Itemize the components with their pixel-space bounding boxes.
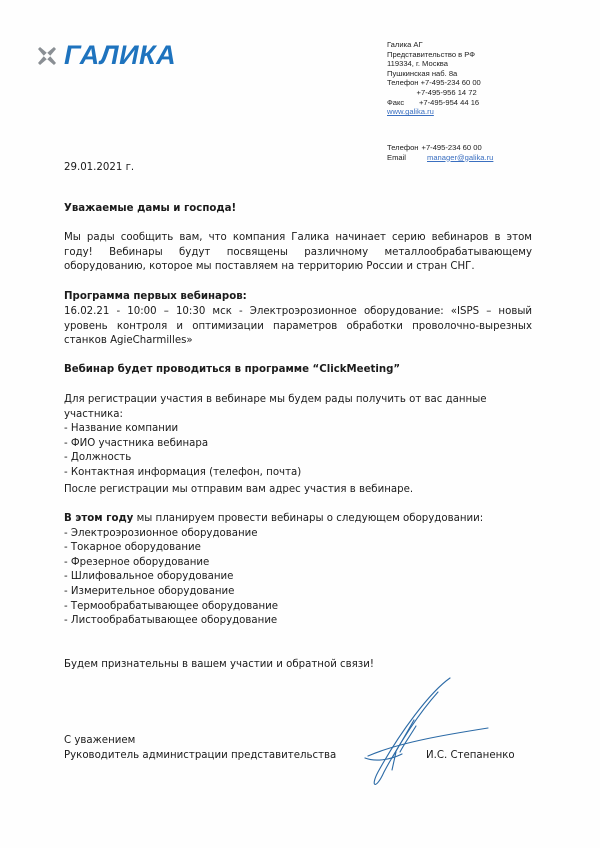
after-registration: После регистрации мы отправим вам адрес участия в вебинаре. (64, 484, 414, 495)
equipment-item: - Фрезерное оборудование (64, 556, 210, 568)
address-line: Пушкинская наб. 8а (387, 68, 458, 78)
equipment-item: - Токарное оборудование (64, 542, 201, 554)
company-address (387, 40, 481, 117)
address-line: Представительство в РФ (387, 49, 476, 59)
registration-field: - ФИО участника вебинара (64, 437, 209, 449)
plans-section (64, 512, 532, 629)
company-logo (36, 42, 176, 69)
cross-logo-icon (36, 45, 58, 67)
equipment-item: - Измерительное оборудование (64, 585, 235, 597)
plans-rest: мы планируем провести вебинары о следующем оборудовании: (133, 513, 484, 524)
plans-bold: В этом году (64, 513, 134, 524)
address-line: 119334, г. Москва (387, 59, 448, 69)
logo-text: ГАЛИКА (64, 40, 177, 70)
closing-line: Будем признательны в вашем участии и обратной связи! (64, 659, 374, 670)
intro-paragraph: Мы рады сообщить вам, что компания Галика начинает серию вебинаров в этом году! Вебинары будут посвящены различному металлообрабатывающему оборудованию, которое мы поставляем на территорию России и стран СНГ. (64, 232, 532, 273)
website-link[interactable]: www.galika.ru (387, 107, 434, 117)
regards: С уважением (64, 735, 136, 746)
phone-value: +7-495-234 60 00 (421, 143, 482, 152)
contact-block (387, 143, 493, 162)
equipment-item: - Листообрабатывающее оборудование (64, 615, 278, 627)
address-line: +7-495-956 14 72 (387, 87, 477, 97)
equipment-item: - Электроэрозионное оборудование (64, 527, 258, 539)
email-label: Email (387, 152, 406, 162)
platform-note: Вебинар будет проводиться в программе “ClickMeeting” (64, 364, 401, 375)
greeting: Уважаемые дамы и господа! (64, 203, 237, 214)
registration-field: - Должность (64, 452, 132, 464)
equipment-item: - Термообрабатывающее оборудование (64, 600, 279, 612)
address-line: Галика АГ (387, 40, 423, 49)
email-link[interactable]: manager@galika.ru (427, 152, 494, 162)
equipment-item: - Шлифовальное оборудование (64, 571, 234, 583)
registration-field: - Название компании (64, 423, 179, 435)
address-line: Факс +7-495-954 44 16 (387, 97, 480, 107)
signer-name: И.С. Степаненко (426, 750, 515, 761)
program-item: 16.02.21 - 10:00 – 10:30 мск - Электроэрозионное оборудование: «ISPS – новый уровень контроля и оптимизации параметров обработки проволочно-вырезных станков AgieCharmilles» (64, 306, 532, 347)
registration-intro: Для регистрации участия в вебинаре мы будем рады получить от вас данные участника: (64, 394, 487, 420)
program-heading: Программа первых вебинаров: (64, 291, 247, 302)
registration-section (64, 393, 532, 481)
plans-intro (64, 512, 532, 527)
letter-date: 29.01.2021 г. (64, 162, 135, 173)
registration-field: - Контактная информация (телефон, почта) (64, 466, 302, 478)
address-line: Телефон +7-495-234 60 00 (387, 78, 481, 88)
phone-label: Телефон (387, 143, 419, 152)
handwritten-signature (340, 672, 540, 802)
signer-title: Руководитель администрации представительства (64, 750, 337, 761)
